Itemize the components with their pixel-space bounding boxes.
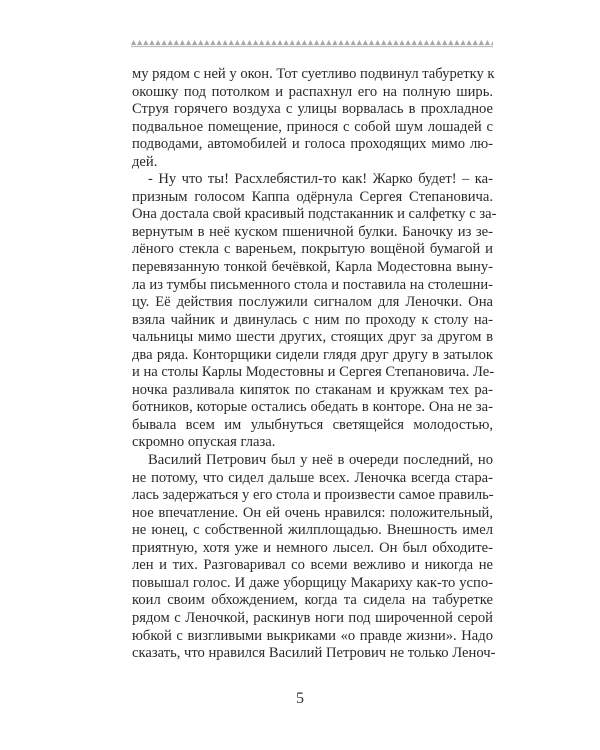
ornament-triangle	[204, 40, 209, 45]
text-line: подвальное помещение, принося с собой шум лошадей с	[132, 118, 493, 135]
ornament-triangle	[241, 40, 246, 45]
ornament-triangle	[326, 40, 331, 45]
ornament-triangle	[216, 40, 221, 45]
ornament-triangle	[479, 40, 484, 45]
text-line: окошку под потолком и распахнул его на полную ширь.	[132, 83, 493, 100]
ornament-triangle	[143, 40, 148, 45]
text-line: призным голосом Каппа одёрнула Сергея Степановича.	[132, 188, 493, 205]
text-line: Она достала свой красивый подстаканник и салфетку с за-	[132, 206, 497, 223]
ornament-triangle	[162, 40, 167, 45]
ornament-triangle	[436, 40, 441, 45]
text-line: юбкой с визгливыми выкриками «о правде жизни». Надо	[132, 627, 493, 644]
ornament-triangle	[381, 40, 386, 45]
text-line: вернутым в неё куском пшеничной булки. Баночку из зе-	[132, 223, 493, 240]
text-line: не потому, что сидел дальше всех. Леночка всегда стара-	[132, 469, 493, 486]
text-line: Струя горячего воздуха с улицы ворвалась в прохладное	[132, 101, 493, 118]
ornament-triangle	[277, 40, 282, 45]
text-line: лась задержаться у его стола и произвести самое правиль-	[132, 487, 494, 504]
text-line: цу. Её действия послужили сигналом для Леночки. Она	[132, 294, 493, 311]
ornament-triangle	[271, 40, 276, 45]
ornament-triangle	[314, 40, 319, 45]
ornament-triangle	[296, 40, 301, 45]
ornament-triangle	[387, 40, 392, 45]
ornament-triangle	[180, 40, 185, 45]
text-line: повышал голос. И даже уборщицу Макариху как-то успо-	[132, 574, 493, 591]
text-line: сказать, что нравился Василий Петрович не только Леноч-	[132, 645, 496, 662]
ornament-triangle	[149, 40, 154, 45]
ornament-triangle	[485, 40, 490, 45]
text-line: лёного стекла с вареньем, покрытую вощёной бумагой и	[132, 241, 493, 258]
ornament-triangle	[467, 40, 472, 45]
ornament-triangle	[302, 40, 307, 45]
ornament-triangle	[357, 40, 362, 45]
ornament-triangle	[253, 40, 258, 45]
text-line: чальницы мимо шести других, стоящих друг за другом в	[132, 329, 493, 346]
ornament-triangle	[399, 40, 404, 45]
text-line: приятную, хотя уже и немного лысел. Он был обходите-	[132, 539, 493, 556]
ornament-triangle	[338, 40, 343, 45]
text-line: перевязанную тонкой бечёвкой, Карла Модестовна выну-	[132, 259, 493, 276]
text-line: ночка разливала кипяток по стаканам и кружкам тех ра-	[132, 381, 493, 398]
ornament-triangle	[320, 40, 325, 45]
text-line: му рядом с ней у окон. Тот суетливо подвинул табуретку к	[132, 66, 495, 82]
text-line: коил своим обхождением, когда та сидела на табуретке	[132, 592, 493, 609]
text-line: скромно опуская глаза.	[132, 434, 276, 451]
ornament-triangle	[369, 40, 374, 45]
text-line: не юнец, с собственной жилплощадью. Внешность имел	[132, 522, 493, 539]
ornament-triangle	[155, 40, 160, 45]
ornament-triangle	[137, 40, 142, 45]
ornament-triangle	[442, 40, 447, 45]
ornament-triangle	[223, 40, 228, 45]
body-text	[132, 66, 497, 663]
ornament-triangle	[491, 40, 493, 45]
ornament-triangle	[290, 40, 295, 45]
text-line: ботников, которые остались обедать в конторе. Она не за-	[132, 399, 493, 416]
ornament-triangle	[418, 40, 423, 45]
text-line: ное впечатление. Он ей очень нравился: положительный,	[132, 504, 493, 521]
ornament-triangle	[430, 40, 435, 45]
ornament-triangle	[235, 40, 240, 45]
ornament-triangle	[284, 40, 289, 45]
paragraph	[132, 452, 496, 663]
ornament-triangle	[265, 40, 270, 45]
ornament-triangle	[454, 40, 459, 45]
text-line: взяла чайник и двинулась с ним по проходу к столу на-	[132, 311, 493, 328]
ornament-triangle	[247, 40, 252, 45]
ornament-triangle	[332, 40, 337, 45]
header-ornament	[131, 35, 493, 49]
text-line: лен и тих. Разговаривал со всеми вежливо и никогда не	[132, 557, 493, 574]
ornament-triangle	[406, 40, 411, 45]
ornament-triangle	[412, 40, 417, 45]
ornament-triangle	[351, 40, 356, 45]
ornament-triangle	[131, 40, 136, 45]
ornament-triangle	[259, 40, 264, 45]
ornament-triangle	[229, 40, 234, 45]
text-line: Василий Петрович был у неё в очереди последний, но	[148, 452, 493, 469]
ornament-triangle	[473, 40, 478, 45]
ornament-triangle	[198, 40, 203, 45]
text-line: и на столы Карлы Модестовны и Сергея Степановича. Ле-	[132, 364, 495, 381]
text-line: два ряда. Конторщики сидели глядя друг другу в затылок	[132, 346, 493, 363]
text-line: ла из тумбы письменного стола и поставила на столешни-	[132, 276, 493, 293]
ornament-triangle	[393, 40, 398, 45]
page-number: 5	[296, 690, 304, 707]
ornament-triangle	[186, 40, 191, 45]
ornament-triangle	[174, 40, 179, 45]
paragraph	[132, 171, 497, 452]
ornament-triangle	[308, 40, 313, 45]
paragraph	[132, 66, 493, 171]
text-line: подводами, автомобилей и голоса проходящих мимо лю-	[132, 136, 493, 153]
ornament-triangle	[375, 40, 380, 45]
ornament-triangle	[460, 40, 465, 45]
ornament-triangle	[192, 40, 197, 45]
ornament-triangle	[345, 40, 350, 45]
text-line: рядом с Леночкой, раскинув ноги под широченной серой	[132, 609, 493, 626]
ornament-triangle	[363, 40, 368, 45]
text-line: дей.	[132, 153, 158, 170]
ornament-triangle	[424, 40, 429, 45]
text-line: - Ну что ты! Расхлебястил-то как! Жарко будет! – ка-	[148, 171, 493, 188]
text-line: бывала всем им улыбнуться светящейся молодостью,	[132, 416, 493, 433]
ornament-triangle	[448, 40, 453, 45]
ornament-triangle	[168, 40, 173, 45]
ornament-triangle	[210, 40, 215, 45]
